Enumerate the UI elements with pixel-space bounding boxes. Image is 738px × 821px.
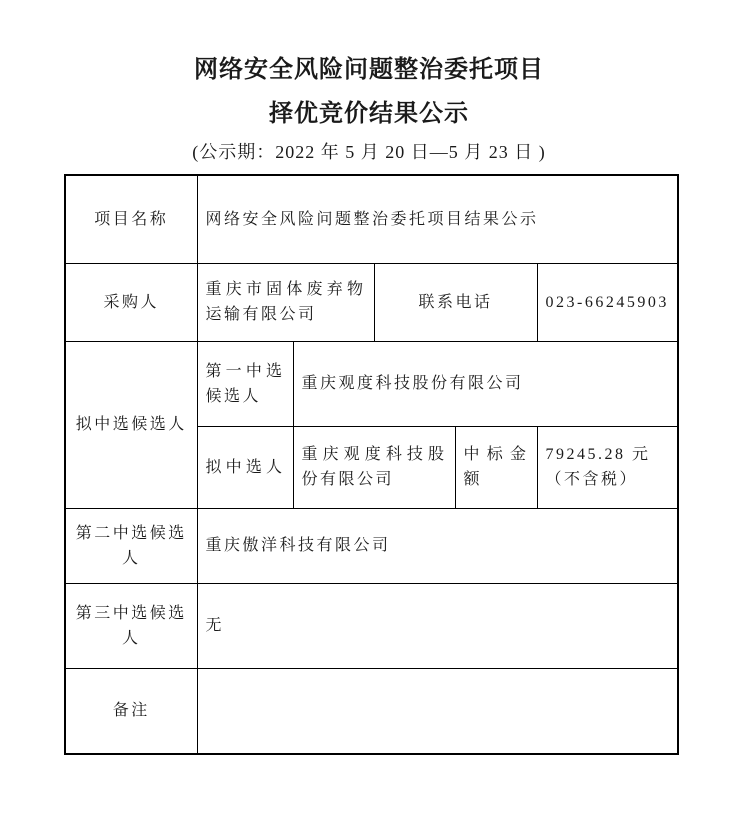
document-title-line2: 择优竞价结果公示 bbox=[269, 101, 469, 127]
first-candidate-row bbox=[65, 341, 678, 426]
document-title-line1: 网络安全风险问题整治委托项目 bbox=[194, 57, 544, 83]
remarks-row bbox=[65, 668, 678, 754]
project-name-row bbox=[65, 175, 678, 263]
third-candidate-label: 第三中选候选人 bbox=[65, 583, 197, 668]
second-candidate-value: 重庆傲洋科技有限公司 bbox=[197, 508, 678, 583]
award-amount-line2: （不含税） bbox=[545, 471, 639, 488]
award-amount-line1: 79245.28 元 bbox=[545, 446, 651, 463]
remarks-value bbox=[197, 668, 678, 754]
award-amount-label: 中标金额 bbox=[455, 426, 537, 508]
project-name-label: 项目名称 bbox=[65, 175, 197, 263]
candidates-label: 拟中选候选人 bbox=[65, 341, 197, 508]
first-candidate-label: 第一中选候选人 bbox=[197, 341, 293, 426]
second-candidate-row bbox=[65, 508, 678, 583]
project-name-value: 网络安全风险问题整治委托项目结果公示 bbox=[197, 175, 678, 263]
proposed-winner-value: 重庆观度科技股份有限公司 bbox=[293, 426, 455, 508]
purchaser-value: 重庆市固体废弃物运输有限公司 bbox=[197, 263, 374, 341]
third-candidate-value: 无 bbox=[197, 583, 678, 668]
purchaser-row bbox=[65, 263, 678, 341]
second-candidate-label: 第二中选候选人 bbox=[65, 508, 197, 583]
purchaser-label: 采购人 bbox=[65, 263, 197, 341]
contact-phone-label: 联系电话 bbox=[374, 263, 537, 341]
award-amount-value bbox=[537, 426, 678, 508]
first-candidate-value: 重庆观度科技股份有限公司 bbox=[293, 341, 678, 426]
contact-phone-value: 023-66245903 bbox=[537, 263, 678, 341]
proposed-winner-label: 拟中选人 bbox=[197, 426, 293, 508]
remarks-label: 备注 bbox=[65, 668, 197, 754]
result-table bbox=[64, 174, 679, 755]
third-candidate-row bbox=[65, 583, 678, 668]
publicity-period: (公示期：2022 年 5 月 20 日—5 月 23 日 ) bbox=[192, 142, 546, 162]
